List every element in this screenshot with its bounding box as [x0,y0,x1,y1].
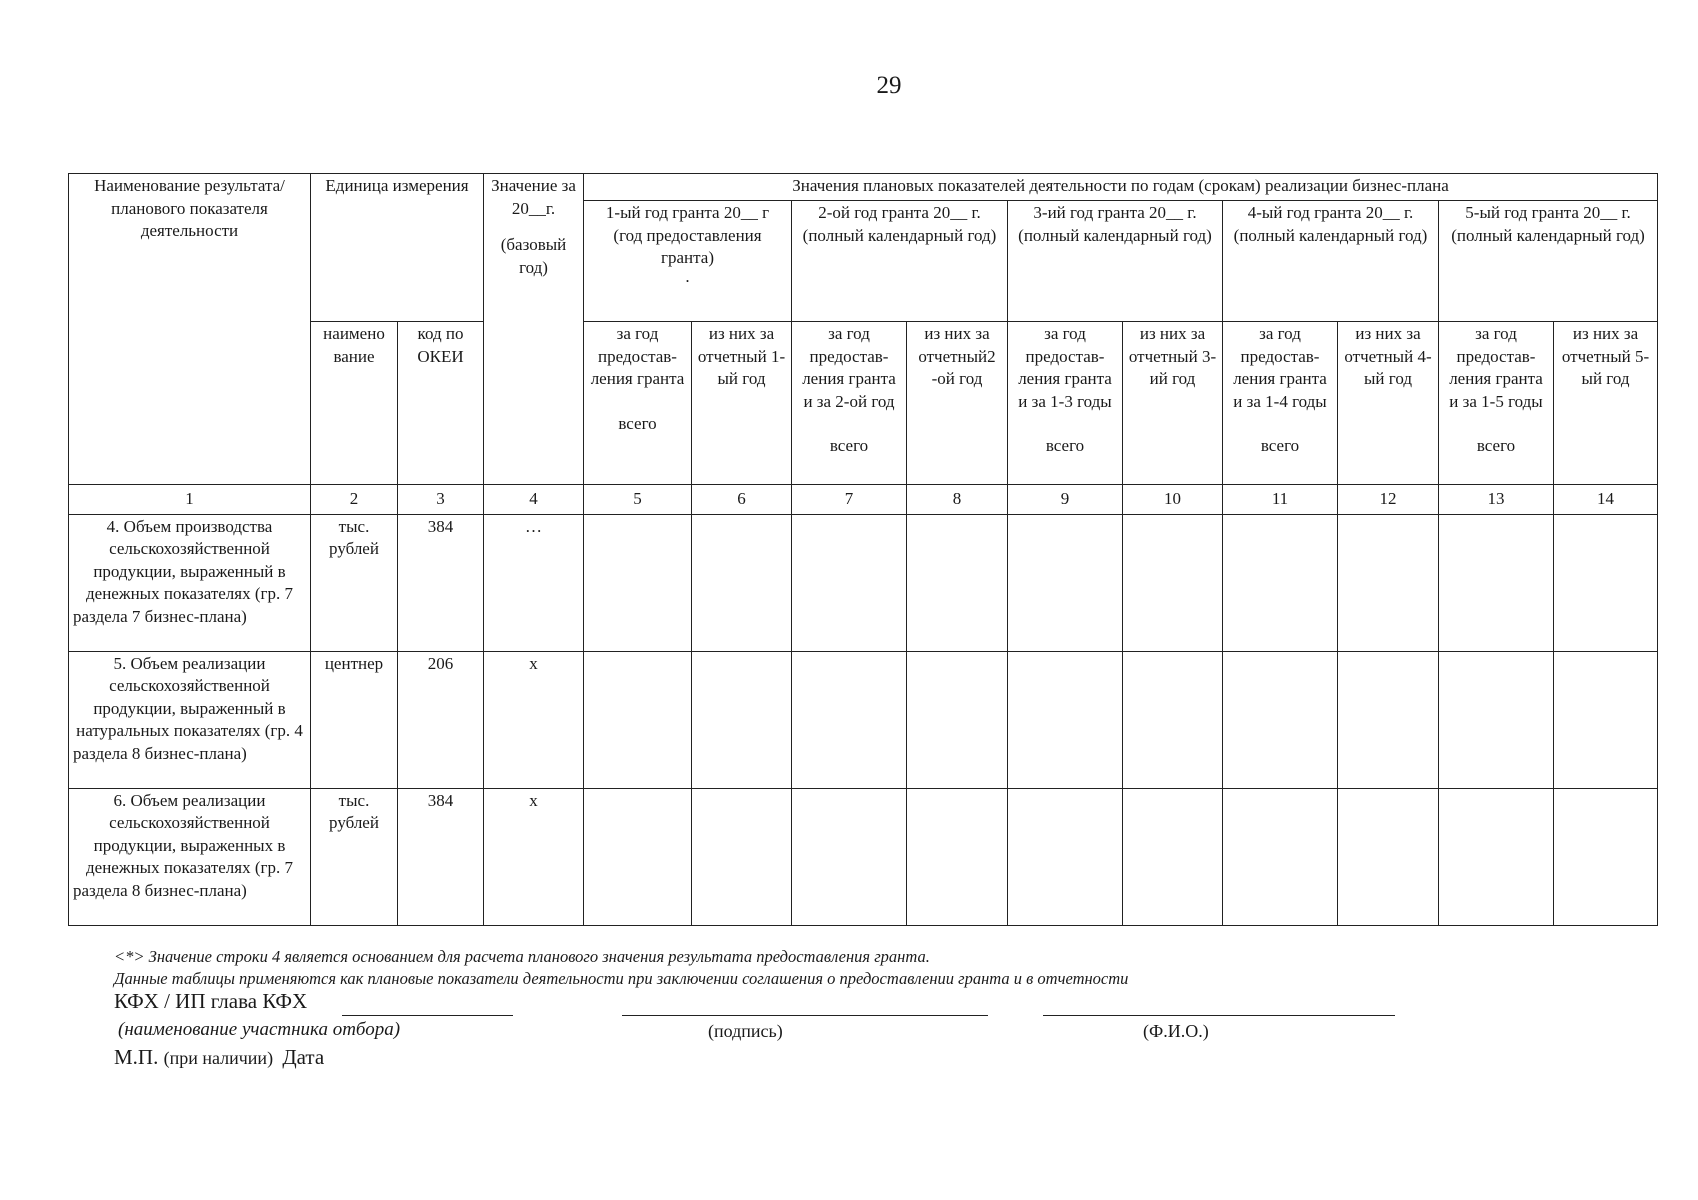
row-cell [1338,651,1439,788]
row-cell [907,788,1008,925]
row-base-value: х [484,788,584,925]
mp-label: М.П. [114,1045,159,1069]
table-row [69,788,1658,925]
column-number: 7 [792,485,907,515]
row-cell [907,514,1008,651]
header-value [484,174,584,485]
sign-line [622,1015,988,1016]
row-cell [1223,788,1338,925]
sign-caption: (подпись) [708,1021,783,1041]
row-cell [1439,651,1554,788]
row-cell [584,514,692,651]
row-cell [1554,788,1658,925]
column-number: 12 [1338,485,1439,515]
row-cell [1123,514,1223,651]
sub-1-total [584,322,692,485]
column-number: 2 [311,485,398,515]
column-number: 4 [484,485,584,515]
sub-1-total-title: за год предостав-ления гранта [590,324,685,388]
table-row [69,651,1658,788]
row-indicator-name: 5. Объем реализации сельскохозяйственной продукции, выраженный в натуральных показателях (гр. 4 раздела 8 бизнес-плана) [69,651,311,788]
row-cell [792,514,907,651]
mp-note: (при наличии) [163,1048,274,1068]
year-4-subtitle: (полный календарный год) [1233,225,1428,245]
row-cell [1008,514,1123,651]
year-5-subtitle: (полный календарный год) [1451,225,1645,245]
header-indicator-name: Наименование результата/планового показателя деятельности [69,174,311,485]
page-number: 29 [876,72,902,99]
footnote-1: <*> Значение строки 4 является основанием для расчета планового значения результата предоставления гранта. [114,947,930,966]
sub-1-total-label: всего [618,413,657,433]
sub-2-total-label: всего [829,436,869,455]
row-cell [792,788,907,925]
mp-row [114,1045,324,1070]
org-signature-line [342,1015,513,1016]
row-okei-code: 384 [398,514,484,651]
header-year-2 [792,201,1008,322]
sub-5-total-label: всего [1476,436,1516,455]
header-year-3 [1008,201,1223,322]
header-plan-values: Значения плановых показателей деятельности по годам (срокам) реализации бизнес-плана [584,174,1658,201]
row-cell [692,788,792,925]
column-number: 6 [692,485,792,515]
year-2-title: 2-ой год гранта 20__ г. [818,203,981,222]
row-cell [1554,651,1658,788]
year-3-title: 3-ий год гранта 20__ г. [1033,203,1197,222]
row-cell [1123,788,1223,925]
sub-3-report: из них за отчетный 3-ий год [1123,322,1223,485]
sub-5-total-title: за год предостав-ления гранта и за 1-5 годы [1449,324,1543,411]
row-cell [584,651,692,788]
year-1-dot: . [685,266,690,286]
row-cell [1008,788,1123,925]
plan-indicators-table [68,173,1658,926]
table-row [69,514,1658,651]
year-1-subtitle: (год предоставления гранта) [613,225,762,267]
org-label: КФХ / ИП глава КФХ [114,989,308,1013]
column-number: 9 [1008,485,1123,515]
row-cell [1338,514,1439,651]
header-unit-name: наимено вание [311,322,398,485]
header-value-base: (базовый год) [500,235,567,277]
year-5-title: 5-ый год гранта 20__ г. [1465,203,1631,222]
sub-3-total [1008,322,1123,485]
fio-line [1043,1015,1395,1016]
column-number: 10 [1123,485,1223,515]
row-cell [692,514,792,651]
date-label: Дата [282,1045,325,1069]
row-cell [1439,788,1554,925]
row-base-value: … [484,514,584,651]
header-year-1 [584,201,792,322]
sub-4-report: из них за отчетный 4-ый год [1338,322,1439,485]
row-cell [692,651,792,788]
row-base-value: х [484,651,584,788]
year-3-subtitle: (полный календарный год) [1018,225,1212,245]
sub-3-total-label: всего [1045,436,1085,455]
sub-2-total-title: за год предостав-ления гранта и за 2-ой год [802,324,896,411]
sub-2-total [792,322,907,485]
sub-4-total-label: всего [1260,436,1300,455]
row-indicator-name: 6. Объем реализации сельскохозяйственной продукции, выраженных в денежных показателях (гр. 7 раздела 8 бизнес-плана) [69,788,311,925]
column-number: 1 [69,485,311,515]
header-year-4 [1223,201,1439,322]
row-okei-code: 206 [398,651,484,788]
header-value-label: Значение за 20__г. [491,176,576,218]
row-cell [1439,514,1554,651]
row-okei-code: 384 [398,788,484,925]
row-cell [1338,788,1439,925]
column-number: 5 [584,485,692,515]
column-number: 11 [1223,485,1338,515]
row-cell [584,788,692,925]
org-caption: (наименование участника отбора) [118,1019,401,1040]
column-number: 3 [398,485,484,515]
header-row-1 [69,174,1658,201]
sub-4-total [1223,322,1338,485]
sub-5-report: из них за отчетный 5-ый год [1554,322,1658,485]
column-number: 13 [1439,485,1554,515]
column-number: 14 [1554,485,1658,515]
row-cell [1123,651,1223,788]
footnote-2: Данные таблицы применяются как плановые показатели деятельности при заключении соглашения о предоставлении гранта и в отчетности [114,969,1129,988]
sub-5-total [1439,322,1554,485]
row-cell [907,651,1008,788]
row-cell [1554,514,1658,651]
year-2-subtitle: (полный календарный год) [802,225,997,245]
fio-caption: (Ф.И.О.) [1143,1021,1209,1041]
sub-3-total-title: за год предостав-ления гранта и за 1-3 годы [1018,324,1112,411]
row-unit: тыс. рублей [311,788,398,925]
row-cell [1223,514,1338,651]
row-unit: тыс. рублей [311,514,398,651]
sub-1-report: из них за отчетный 1-ый год [692,322,792,485]
row-cell [792,651,907,788]
year-4-title: 4-ый год гранта 20__ г. [1247,203,1414,222]
sub-4-total-title: за год предостав-ления гранта и за 1-4 годы [1233,324,1327,411]
row-cell [1223,651,1338,788]
row-indicator-name: 4. Объем производства сельскохозяйственной продукции, выраженный в денежных показателях (гр. 7 раздела 7 бизнес-плана) [69,514,311,651]
sub-2-report: из них за отчетный2 -ой год [907,322,1008,485]
year-1-title: 1-ый год гранта 20__ г [605,203,770,222]
column-numbers-row [69,485,1658,515]
header-year-5 [1439,201,1658,322]
row-cell [1008,651,1123,788]
column-number: 8 [907,485,1008,515]
header-unit-code: код по ОКЕИ [398,322,484,485]
header-unit: Единица измерения [311,174,484,322]
row-unit: центнер [311,651,398,788]
